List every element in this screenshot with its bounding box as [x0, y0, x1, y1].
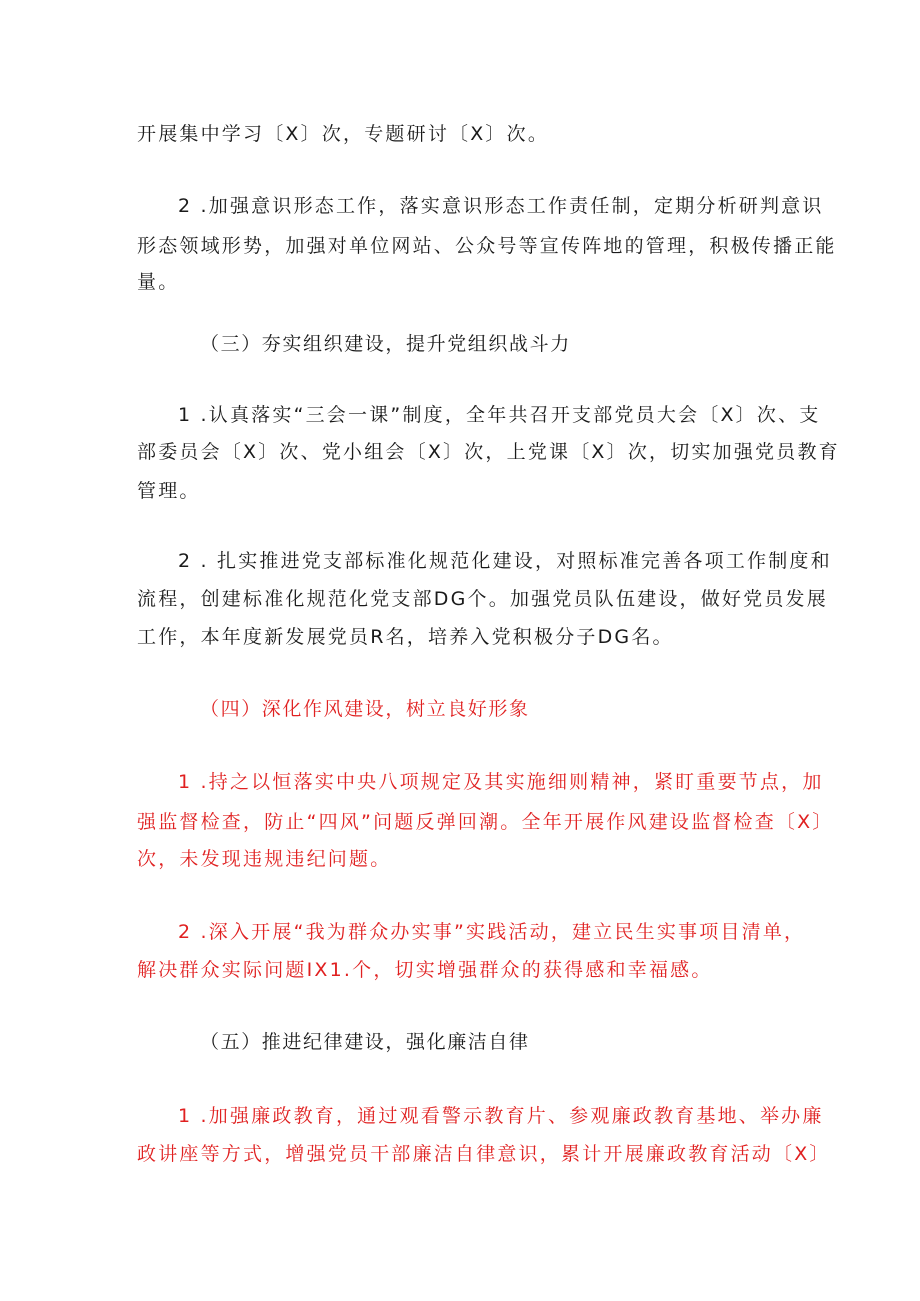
paragraph-line: 1 .认真落实“三会一课”制度，全年共召开支部党员大会〔X〕次、支	[178, 404, 821, 426]
paragraph-line: 2 .深入开展“我为群众办实事”实践活动，建立民生实事项目清单，	[178, 921, 806, 943]
paragraph-line: 开展集中学习〔X〕次，专题研讨〔X〕次。	[137, 123, 550, 145]
section-heading-5: （五）推进纪律建设，强化廉洁自律	[200, 1031, 530, 1053]
paragraph-line: 次，未发现违规违纪问题。	[137, 848, 392, 870]
paragraph-line: 政讲座等方式，增强党员干部廉洁自律意识，累计开展廉政教育活动〔X〕	[137, 1143, 831, 1165]
paragraph-line: 解决群众实际问题IX1.个，切实增强群众的获得感和幸福感。	[137, 959, 713, 981]
paragraph-line: 流程，创建标准化规范化党支部DG个。加强党员队伍建设，做好党员发展	[137, 588, 828, 610]
paragraph-line: 工作，本年度新发展党员R名，培养入党积极分子DG名。	[137, 626, 674, 648]
paragraph-line: 2 .加强意识形态工作，落实意识形态工作责任制，定期分析研判意识	[178, 195, 824, 217]
paragraph-line: 部委员会〔X〕次、党小组会〔X〕次，上党课〔X〕次，切实加强党员教育	[137, 441, 840, 463]
paragraph-line: 量。	[137, 271, 180, 293]
paragraph-line: 强监督检查，防止“四风”问题反弹回潮。全年开展作风建设监督检查〔X〕	[137, 811, 834, 833]
section-heading-4: （四）深化作风建设，树立良好形象	[200, 698, 530, 720]
paragraph-line: 管理。	[137, 480, 201, 502]
paragraph-line: 1 .持之以恒落实中央八项规定及其实施细则精神，紧盯重要节点，加	[178, 771, 824, 793]
section-heading-3: （三）夯实组织建设，提升党组织战斗力	[200, 333, 571, 355]
paragraph-line: 1 .加强廉政教育，通过观看警示教育片、参观廉政教育基地、举办廉	[178, 1105, 824, 1127]
paragraph-line: 2 . 扎实推进党支部标准化规范化建设，对照标准完善各项工作制度和	[178, 550, 832, 572]
paragraph-line: 形态领域形势，加强对单位网站、公众号等宣传阵地的管理，积极传播正能	[137, 235, 837, 257]
